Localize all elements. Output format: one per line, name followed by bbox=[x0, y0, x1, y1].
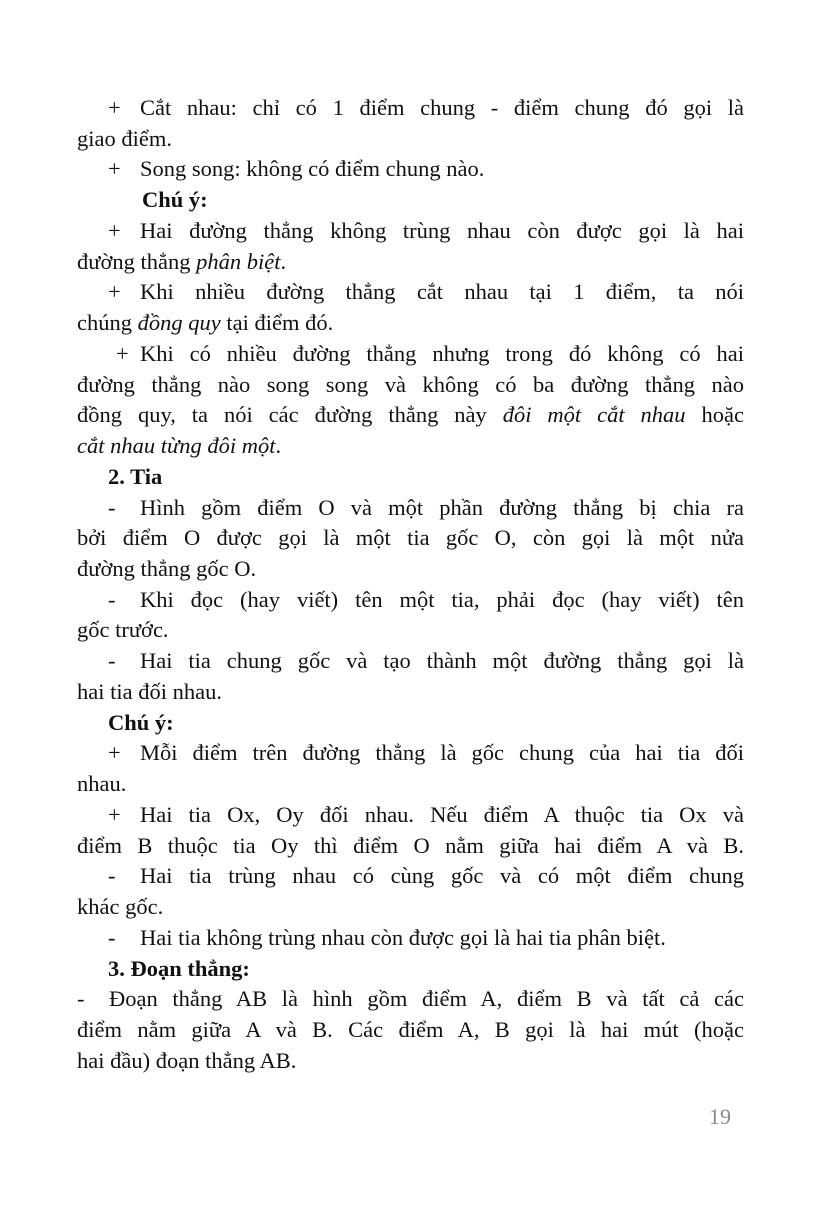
text-line bbox=[77, 93, 744, 124]
text-line bbox=[77, 400, 744, 431]
text-segment: hai tia đối nhau. bbox=[77, 678, 222, 704]
text-line bbox=[77, 738, 744, 769]
text-segment: Song song: không có điểm chung nào. bbox=[140, 156, 485, 182]
dash-bullet: - bbox=[108, 494, 116, 520]
text-segment: Đoạn thẳng AB là hình gồm điểm A, điểm B và tất cả các bbox=[109, 986, 744, 1012]
section-heading bbox=[77, 708, 744, 739]
text-segment: hoặc bbox=[685, 402, 744, 428]
text-line bbox=[77, 646, 744, 677]
dash-bullet: - bbox=[108, 924, 116, 950]
text-segment: Hai tia chung gốc và tạo thành một đường thẳng gọi là bbox=[140, 648, 744, 674]
text-segment: Mỗi điểm trên đường thẳng là gốc chung của hai tia đối bbox=[140, 740, 744, 766]
dash-bullet: - bbox=[108, 648, 116, 674]
text-segment: Khi đọc (hay viết) tên một tia, phải đọc (hay viết) tên bbox=[140, 586, 744, 612]
text-segment: điểm B thuộc tia Oy thì điểm O nằm giữa hai điểm A và B. bbox=[77, 832, 744, 858]
text-line bbox=[77, 1015, 744, 1046]
text-line bbox=[77, 585, 744, 616]
text-line bbox=[77, 923, 744, 954]
italic-term: đôi một cắt nhau bbox=[502, 402, 686, 428]
section-heading bbox=[77, 185, 744, 216]
section-heading bbox=[77, 954, 744, 985]
text-segment: . bbox=[275, 433, 282, 459]
dash-bullet: - bbox=[77, 986, 85, 1012]
text-line bbox=[77, 216, 744, 247]
text-segment: giao điểm. bbox=[77, 125, 172, 151]
italic-term: đồng quy bbox=[137, 310, 221, 336]
italic-term: phân biệt bbox=[196, 248, 281, 274]
text-line bbox=[77, 800, 744, 831]
text-segment: hai đầu) đoạn thẳng AB. bbox=[77, 1047, 297, 1073]
text-segment: Hai tia Ox, Oy đối nhau. Nếu điểm A thuộc tia Ox và bbox=[140, 801, 744, 827]
text-line bbox=[77, 124, 744, 155]
plus-bullet: + bbox=[108, 156, 121, 182]
text-line bbox=[77, 984, 744, 1015]
text-segment: Chú ý: bbox=[108, 709, 174, 735]
text-segment: Hai tia trùng nhau có cùng gốc và có một điểm chung bbox=[140, 863, 744, 889]
plus-bullet: + bbox=[108, 801, 121, 827]
text-segment: 2. Tia bbox=[108, 463, 163, 489]
text-line bbox=[77, 615, 744, 646]
text-segment: Hai đường thẳng không trùng nhau còn được gọi là hai bbox=[140, 217, 744, 243]
text-segment: đường thẳng gốc O. bbox=[77, 556, 257, 582]
text-segment: đường thẳng bbox=[77, 248, 197, 274]
plus-bullet: + bbox=[108, 740, 121, 766]
text-segment: điểm nằm giữa A và B. Các điểm A, B gọi là hai mút (hoặc bbox=[77, 1017, 744, 1043]
text-segment: đồng quy, ta nói các đường thẳng này bbox=[77, 402, 503, 428]
text-segment: khác gốc. bbox=[77, 894, 164, 920]
text-line bbox=[77, 769, 744, 800]
plus-bullet: + bbox=[108, 279, 121, 305]
text-line bbox=[77, 308, 744, 339]
text-line bbox=[77, 831, 744, 862]
plus-bullet: + bbox=[116, 340, 129, 366]
italic-term: cắt nhau từng đôi một bbox=[77, 433, 276, 459]
text-line bbox=[77, 277, 744, 308]
text-segment: . bbox=[280, 248, 287, 274]
plus-bullet: + bbox=[108, 95, 121, 120]
text-line bbox=[77, 493, 744, 524]
text-line bbox=[77, 1046, 744, 1077]
text-segment: Khi nhiều đường thẳng cắt nhau tại 1 điểm, ta nói bbox=[140, 279, 744, 305]
text-segment: tại điểm đó. bbox=[220, 310, 334, 336]
document-body bbox=[77, 93, 744, 1077]
page-number: 19 bbox=[709, 1104, 731, 1129]
text-segment: Chú ý: bbox=[142, 187, 208, 213]
text-segment: Cắt nhau: chỉ có 1 điểm chung - điểm chung đó gọi là bbox=[140, 95, 744, 120]
text-line bbox=[77, 370, 744, 401]
text-segment: gốc trước. bbox=[77, 617, 169, 643]
dash-bullet: - bbox=[108, 586, 116, 612]
text-segment: chúng bbox=[77, 310, 138, 336]
text-segment: Khi có nhiều đường thẳng nhưng trong đó không có hai bbox=[140, 340, 744, 366]
text-line bbox=[77, 677, 744, 708]
text-segment: Hai tia không trùng nhau còn được gọi là hai tia phân biệt. bbox=[140, 924, 666, 950]
text-segment: Hình gồm điểm O và một phần đường thẳng bị chia ra bbox=[140, 494, 744, 520]
text-line bbox=[77, 523, 744, 554]
text-segment: bởi điểm O được gọi là một tia gốc O, còn gọi là một nửa bbox=[77, 525, 744, 551]
text-line bbox=[77, 247, 744, 278]
text-line bbox=[77, 892, 744, 923]
text-segment: 3. Đoạn thẳng: bbox=[108, 955, 250, 981]
text-segment: đường thẳng nào song song và không có ba đường thẳng nào bbox=[77, 371, 744, 397]
text-line bbox=[77, 861, 744, 892]
text-line bbox=[77, 431, 744, 462]
text-line bbox=[77, 154, 744, 185]
dash-bullet: - bbox=[108, 863, 116, 889]
section-heading bbox=[77, 462, 744, 493]
plus-bullet: + bbox=[108, 217, 121, 243]
text-line bbox=[77, 554, 744, 585]
text-line bbox=[77, 339, 744, 370]
text-segment: nhau. bbox=[77, 771, 127, 797]
